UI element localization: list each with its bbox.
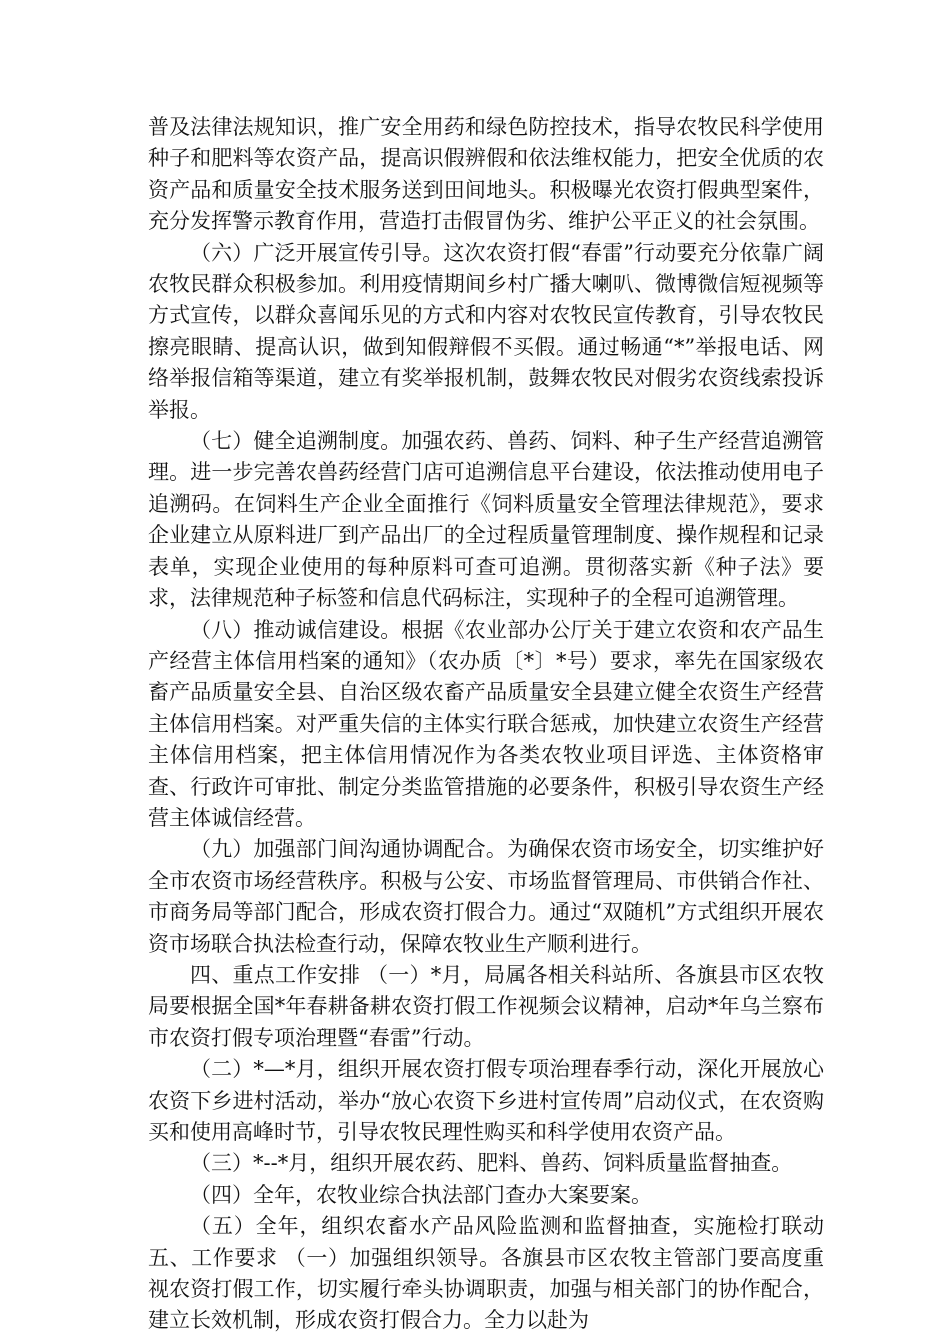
paragraph-section-7: （七）健全追溯制度。加强农药、兽药、饲料、种子生产经营追溯管理。进一步完善农兽药经营门店可追溯信息平台建设，依法推动使用电子追溯码。在饲料生产企业全面推行《饲料质量安全管理法律规范》，要求企业建立从原料进厂到产品出厂的全过程质量管理制度、操作规程和记录表单，实现企业使用的每种原料可查可追溯。贯彻落实新《种子法》要求，法律规范种子标签和信息代码标注，实现种子的全程可追溯管理。 xyxy=(148,429,824,611)
paragraph-section-8: （八）推动诚信建设。根据《农业部办公厅关于建立农资和农产品生产经营主体信用档案的通知》（农办质〔*〕*号）要求，率先在国家级农畜产品质量安全县、自治区级农畜产品质量安全县建立健全农资生产经营主体信用档案。对严重失信的主体实行联合惩戒，加快建立农资生产经营主体信用档案，把主体信用情况作为各类农牧业项目评选、主体资格审查、行政许可审批、制定分类监管措施的必要条件，积极引导农资生产经营主体诚信经营。 xyxy=(148,617,824,830)
paragraph-work-4: （四）全年，农牧业综合执法部门查办大案要案。 xyxy=(190,1182,652,1207)
paragraph-section-9: （九）加强部门间沟通协调配合。为确保农资市场安全，切实维护好全市农资市场经营秩序。积极与公安、市场监督管理局、市供销合作社、市商务局等部门配合，形成农资打假合力。通过“双随机”方式组织开展农资市场联合执法检查行动，保障农牧业生产顺利进行。 xyxy=(148,837,824,956)
paragraph-key-work: 四、重点工作安排 （一）*月，局属各相关科站所、各旗县市区农牧局要根据全国*年春耕备耕农资打假工作视频会议精神，启动*年乌兰察布市农资打假专项治理暨“春雷”行动。 xyxy=(148,962,824,1050)
paragraph-section-6: （六）广泛开展宣传引导。这次农资打假“春雷”行动要充分依靠广阔农牧民群众积极参加。利用疫情期间乡村广播大喇叭、微博微信短视频等方式宣传，以群众喜闻乐见的方式和内容对农牧民宣传教育，引导农牧民擦亮眼睛、提高认识，做到知假辩假不买假。通过畅通“*”举报电话、网络举报信箱等渠道，建立有奖举报机制，鼓舞农牧民对假劣农资线索投诉举报。 xyxy=(148,240,824,422)
paragraph-continued: 普及法律法规知识，推广安全用药和绿色防控技术，指导农牧民科学使用种子和肥料等农资产品，提高识假辨假和依法维权能力，把安全优质的农资产品和质量安全技术服务送到田间地头。积极曝光农资打假典型案件，充分发挥警示教育作用，营造打击假冒伪劣、维护公平正义的社会氛围。 xyxy=(148,115,824,234)
document-body xyxy=(148,112,824,1337)
paragraph-work-2: （二）*—*月，组织开展农资打假专项治理春季行动，深化开展放心农资下乡进村活动，举办“放心农资下乡进村宣传周”启动仪式，在农资购买和使用高峰时节，引导农牧民理性购买和科学使用农资产品。 xyxy=(148,1057,824,1144)
paragraph-work-3: （三）*--*月，组织开展农药、肥料、兽药、饲料质量监督抽查。 xyxy=(190,1151,793,1176)
paragraph-work-5: （五）全年，组织农畜水产品风险监测和监督抽查，实施检打联动 五、工作要求 （一）加强组织领导。各旗县市区农牧主管部门要高度重视农资打假工作，切实履行牵头协调职责，加强与相关部门的协作配合，建立长效机制，形成农资打假合力。全力以赴为 xyxy=(148,1214,824,1333)
